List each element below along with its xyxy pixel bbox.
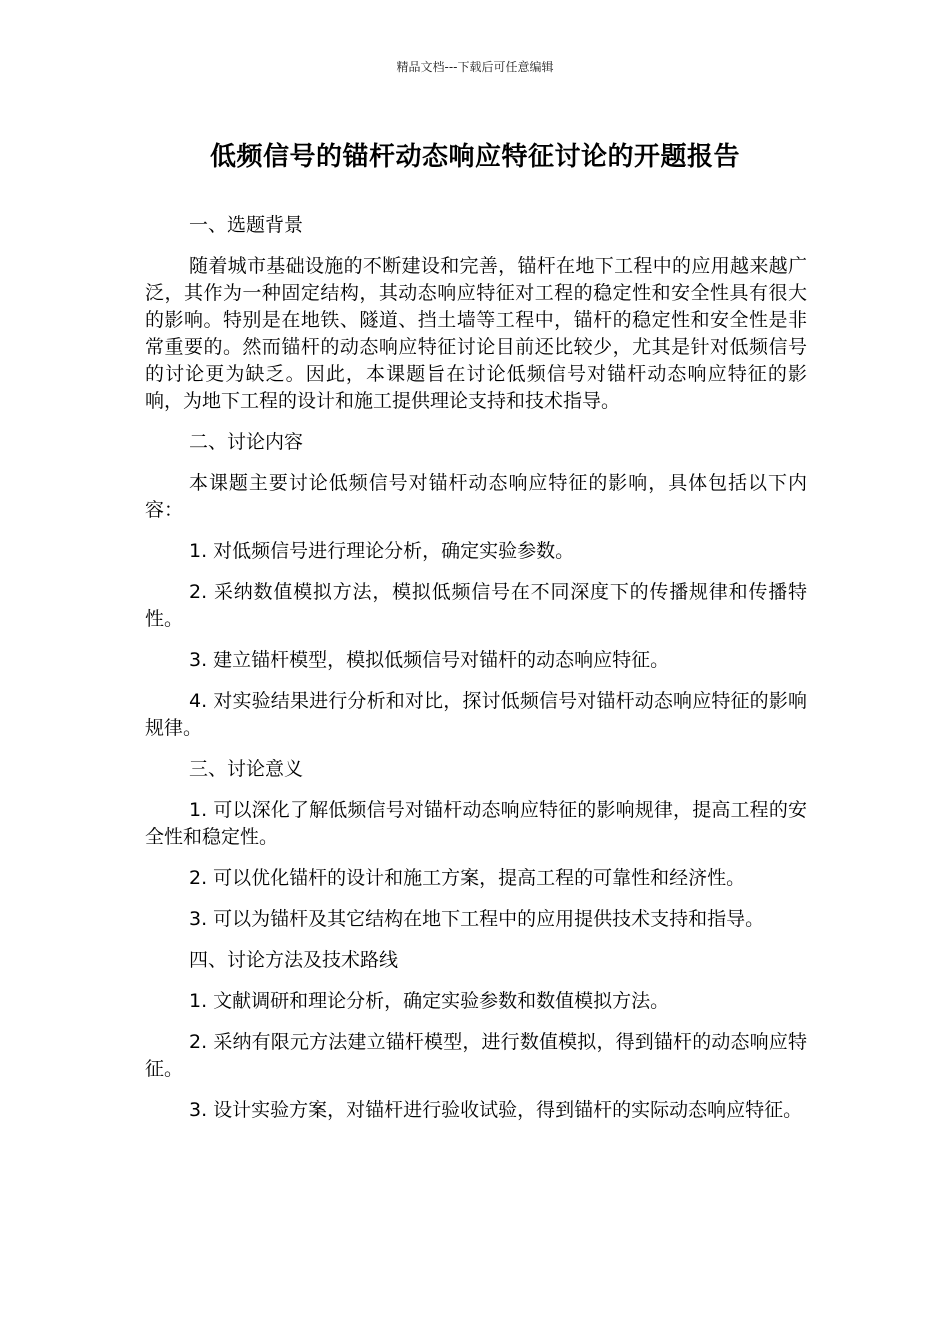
section-heading-background: 一、选题背景 bbox=[189, 214, 304, 236]
content-list-item: 4. 对实验结果进行分析和对比，探讨低频信号对锚杆动态响应特征的影响规律。 bbox=[145, 690, 807, 739]
section-heading-significance: 三、讨论意义 bbox=[189, 758, 304, 780]
header-note: 精品文档---下载后可任意编辑 bbox=[396, 60, 554, 74]
significance-list-item: 3. 可以为锚杆及其它结构在地下工程中的应用提供技术支持和指导。 bbox=[189, 908, 765, 930]
methods-list-item: 3. 设计实验方案，对锚杆进行验收试验，得到锚杆的实际动态响应特征。 bbox=[189, 1099, 803, 1121]
document-title: 低频信号的锚杆动态响应特征讨论的开题报告 bbox=[209, 142, 740, 172]
background-paragraph: 随着城市基础设施的不断建设和完善，锚杆在地下工程中的应用越来越广泛，其作为一种固定结构，其动态响应特征对工程的稳定性和安全性具有很大的影响。特别是在地铁、隧道、挡土墙等工程中，锚杆的稳定性和安全性是非常重要的。然而锚杆的动态响应特征讨论目前还比较少，尤其是针对低频信号的讨论更为缺乏。因此，本课题旨在讨论低频信号对锚杆动态响应特征的影响，为地下工程的设计和施工提供理论支持和技术指导。 bbox=[145, 255, 807, 412]
methods-list-item: 1. 文献调研和理论分析，确定实验参数和数值模拟方法。 bbox=[189, 990, 670, 1012]
methods-list-item: 2. 采纳有限元方法建立锚杆模型，进行数值模拟，得到锚杆的动态响应特征。 bbox=[145, 1031, 807, 1080]
significance-list-item: 1. 可以深化了解低频信号对锚杆动态响应特征的影响规律，提高工程的安全性和稳定性。 bbox=[145, 799, 807, 848]
content-list-item: 3. 建立锚杆模型，模拟低频信号对锚杆的动态响应特征。 bbox=[189, 649, 670, 671]
content-intro-paragraph: 本课题主要讨论低频信号对锚杆动态响应特征的影响，具体包括以下内容： bbox=[145, 472, 807, 521]
section-heading-content: 二、讨论内容 bbox=[189, 431, 304, 453]
content-list-item: 2. 采纳数值模拟方法，模拟低频信号在不同深度下的传播规律和传播特性。 bbox=[145, 581, 807, 630]
document-body bbox=[145, 212, 807, 1138]
section-heading-methods: 四、讨论方法及技术路线 bbox=[189, 949, 399, 971]
significance-list-item: 2. 可以优化锚杆的设计和施工方案，提高工程的可靠性和经济性。 bbox=[189, 867, 746, 889]
content-list-item: 1. 对低频信号进行理论分析，确定实验参数。 bbox=[189, 540, 575, 562]
